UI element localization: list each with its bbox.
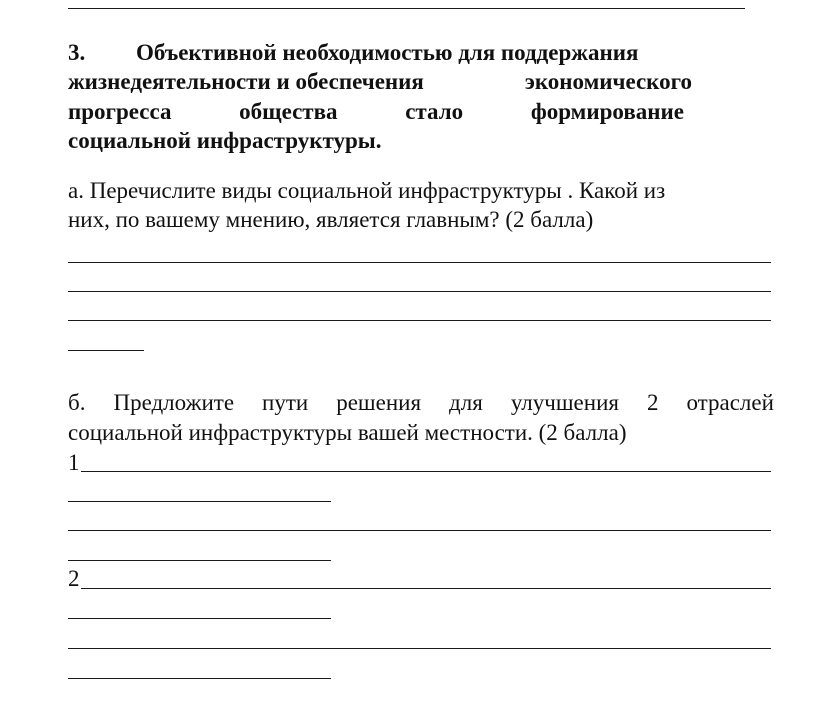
part-b-line-1 — [68, 388, 774, 418]
part-a-line-2: них, по вашему мнению, является главным? (2 балла) — [68, 207, 594, 232]
part-b-word: для — [449, 390, 483, 415]
answer-line-b1-3[interactable] — [68, 530, 771, 531]
part-b-word: улучшения — [510, 390, 619, 415]
part-b-word: б. — [68, 390, 86, 415]
top-divider-line — [68, 8, 745, 9]
answer-line-b1-4[interactable] — [68, 560, 331, 561]
answer-line-b2-4[interactable] — [68, 678, 331, 679]
answer-line-b2-3[interactable] — [68, 648, 771, 649]
heading-word: жизнедеятельности и обеспечения — [68, 69, 424, 94]
answer-line-b1-1[interactable] — [81, 471, 771, 472]
answer-line-a-2[interactable] — [68, 291, 771, 292]
question-number: 3. — [68, 40, 86, 65]
answer-line-b2-2[interactable] — [68, 618, 331, 619]
question-heading-line-3 — [68, 97, 684, 127]
answer-line-b1-2[interactable] — [68, 501, 331, 502]
part-b-word: 2 — [646, 390, 659, 415]
part-b-line-2: социальной инфраструктуры вашей местности. (2 балла) — [68, 420, 627, 445]
answer-2-label: 2 — [68, 566, 80, 591]
heading-word: прогресса — [68, 99, 172, 124]
heading-word: стало — [405, 99, 464, 124]
answer-line-a-3[interactable] — [68, 320, 771, 321]
answer-line-a-4[interactable] — [68, 350, 144, 351]
question-heading-line-2 — [68, 67, 692, 97]
heading-word: общества — [239, 99, 338, 124]
answer-1-label: 1 — [68, 450, 80, 475]
answer-line-b2-1[interactable] — [81, 588, 771, 589]
part-b-word: отраслей — [686, 390, 774, 415]
question-heading-line-1: Объективной необходимостью для поддержания — [136, 40, 639, 65]
answer-line-a-1[interactable] — [68, 262, 771, 263]
heading-word: экономического — [524, 69, 692, 94]
part-b-word: решения — [336, 390, 422, 415]
question-heading-line-4: социальной инфраструктуры. — [68, 128, 382, 153]
part-b-word: пути — [262, 390, 309, 415]
part-a-line-1: а. Перечислите виды социальной инфраструктуры . Какой из — [68, 178, 666, 203]
heading-word: формирование — [530, 99, 684, 124]
part-b-word: Предложите — [113, 390, 235, 415]
